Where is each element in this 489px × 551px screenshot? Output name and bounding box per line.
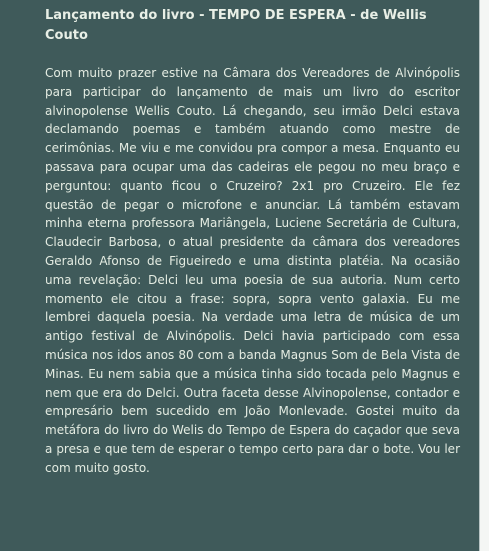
- post-body: Com muito prazer estive na Câmara dos Vereadores de Alvinópolis para participar do lançamento de mais um livro do escritor alvinopolense Wellis Couto. Lá chegando, seu irmão Delci estava declamando poemas e também atuando como mestre de cerimônias. Me viu e me convidou pra compor a mesa. Enquanto eu passava para ocupar uma das cadeiras ele pegou no meu braço e perguntou: quanto ficou o Cruzeiro? 2x1 pro Cruzeiro. Ele fez questão de pegar o microfone e anunciar. Lá também estavam minha eterna professora Mariângela, Luciene Secretária de Cultura, Claudecir Barbosa, o atual presidente da câmara dos vereadores Geraldo Afonso de Figueiredo e uma distinta platéia. Na ocasião uma revelação: Delci leu uma poesia de sua autoria. Num certo momento ele citou a frase: sopra, sopra vento galaxia. Eu me lembrei daquela poesia. Na verdade uma letra de música de um antigo festival de Alvinópolis. Delci havia participado com essa música nos idos anos 80 com a banda Magnus Som de Bela Vista de Minas. Eu nem sabia que a música tinha sido tocada pelo Magnus e nem que era do Delci. Outra faceta desse Alvinopolense, contador e empresário bem sucedido em João Monlevade. Gostei muito da metáfora do livro do Welis do Tempo de Espera do caçador que seva a presa e que tem de esperar o tempo certo para dar o bote. Vou ler com muito gosto.: [45, 66, 460, 475]
- page-edge: [480, 0, 489, 551]
- post-title: Lançamento do livro - TEMPO DE ESPERA - de Wellis Couto: [45, 8, 427, 43]
